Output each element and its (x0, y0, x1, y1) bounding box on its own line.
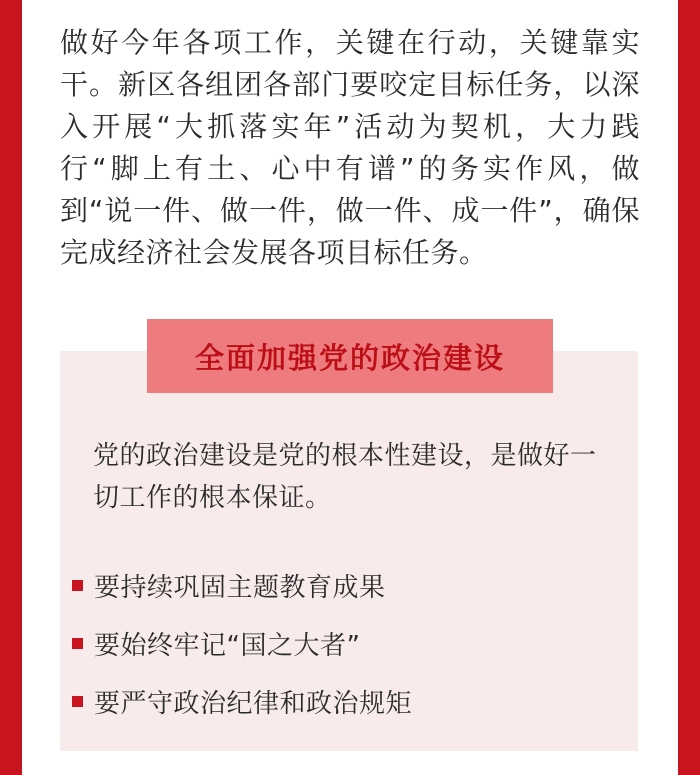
list-item (72, 556, 632, 614)
list-item (72, 672, 632, 730)
bullet-text: 要始终牢记“国之大者” (94, 630, 361, 661)
intro-paragraph: 做好今年各项工作，关键在行动，关键靠实干。新区各组团各部门要咬定目标任务，以深入开展“大抓落实年”活动为契机，大力践行“脚上有土、心中有谱”的务实作风，做到“说一件、做一件，做一件、成一件”，确保完成经济社会发展各项目标任务。 (60, 26, 640, 269)
section-body-text: 党的政治建设是党的根本性建设，是做好一切工作的根本保证。 (93, 441, 597, 513)
red-square-bullet-icon (72, 638, 83, 649)
section-title: 全面加强党的政治建设 (194, 340, 505, 375)
right-red-border (678, 0, 700, 775)
bullet-list (72, 556, 632, 730)
section-title-banner (147, 319, 553, 393)
bullet-text: 要严守政治纪律和政治规矩 (94, 688, 413, 719)
bullet-text: 要持续巩固主题教育成果 (94, 572, 386, 603)
left-red-border (0, 0, 22, 775)
red-square-bullet-icon (72, 696, 83, 707)
red-square-bullet-icon (72, 580, 83, 591)
list-item (72, 614, 632, 672)
